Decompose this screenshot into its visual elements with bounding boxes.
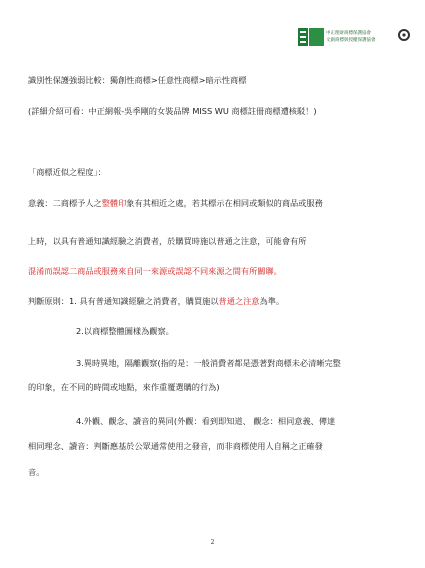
text-line-1: 識別性保護強弱比較：獨創性商標>任意性商標>暗示性商標 <box>28 75 247 85</box>
text-span: 象有其相近之處，若其標示在相同或類似的商品或服務 <box>126 198 323 208</box>
logo-mark-icon <box>298 28 324 46</box>
text-line-7 <box>28 296 284 306</box>
organization-logo <box>298 26 410 48</box>
text-line-12: 相同理念、讀音：判斷應基於公眾通常使用之發音，而非商標使用人自稱之正確發 <box>28 441 323 451</box>
highlight-text: 整體印 <box>101 198 127 208</box>
text-line-11: 4.外觀、觀念、讀音的異同(外觀：看到即知道、 觀念：相同意義、傳達 <box>76 416 336 426</box>
highlight-line: 混淆而誤認二商品或服務來自同一來源或誤認不同來源之間有所關聯。 <box>28 266 282 276</box>
text-line-5: 上時，以具有普通知識經驗之消費者，於購買時施以普通之注意，可能會有所 <box>28 236 307 246</box>
section-heading: 「商標近似之程度」： <box>28 167 106 177</box>
logo-emblem-icon <box>398 29 410 41</box>
text-line-13: 音。 <box>28 467 45 477</box>
text-line-2: (詳細介紹可看：中正網報-吳季剛的女裝品牌 MISS WU 商標註冊商標遭核駁！) <box>28 106 317 116</box>
page-number: 2 <box>210 539 215 546</box>
text-span: 為準。 <box>259 296 285 306</box>
logo-text-line2: 文創商標與授權保護協會 <box>326 38 376 43</box>
text-span: 判斷原則：1. 具有普通知識經驗之消費者，購買施以 <box>28 296 219 306</box>
logo-text-line1: 中正理財商標保護協會 <box>326 31 371 36</box>
text-span: 意義：二商標予人之 <box>28 198 102 208</box>
text-line-8: 2.以商標整體圖樣為觀察。 <box>76 326 174 336</box>
highlight-text: 普通之注意 <box>218 296 260 306</box>
text-line-4 <box>28 198 323 208</box>
text-line-10: 的印象，在不同的時間或地點，來作重覆選購的行為) <box>28 382 220 392</box>
text-line-9: 3.異時異地，隔離觀察(指的是：一般消費者都是憑著對商標未必清晰完整 <box>76 358 341 368</box>
